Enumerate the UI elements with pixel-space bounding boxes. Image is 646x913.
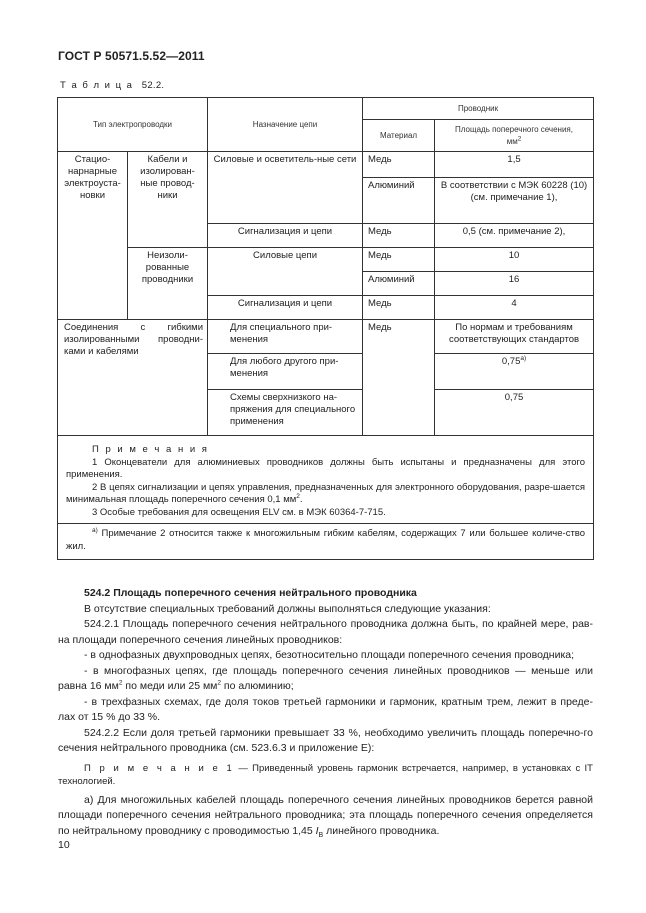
area-cell: По нормам и требованиям соответствующих стандартов xyxy=(435,320,594,354)
notes-title: П р и м е ч а н и я xyxy=(92,444,209,455)
area-cell: 16 xyxy=(435,272,594,296)
col-type-header: Тип электропроводки xyxy=(58,98,208,152)
row-signal-label: Сигнализация и цепи xyxy=(208,296,363,320)
current-subscript: B xyxy=(318,831,324,839)
footnote-text xyxy=(66,528,585,553)
paragraph: В отсутствие специальных требований должны выполняться следующие указания: xyxy=(84,602,491,615)
col-area-header xyxy=(435,120,594,152)
paragraph: - в трехфазных схемах, где доля токов третьей гармоники и гармоник, кратным трем, лежит в преде-лах от 15 % до 33 %. xyxy=(58,695,593,723)
table-footnote xyxy=(58,524,594,560)
table-notes xyxy=(58,436,594,524)
p4-text-a: - в многофазных цепях, где площадь поперечного сечения линейных проводников — меньше или равна 16 мм xyxy=(58,664,593,692)
note-text: — Приведенный уровень гармоник встречается, например, в установках с IT технологией. xyxy=(58,762,593,787)
row-elv-label: Схемы сверхнизкого на-пряжения для специального применения xyxy=(208,390,363,436)
sup-2: 2 xyxy=(118,679,123,687)
col-purpose-header: Назначение цепи xyxy=(208,98,363,152)
p4-text-b: по меди или 25 мм xyxy=(122,680,218,692)
row-power-label: Силовые и осветитель-ные сети xyxy=(208,152,363,224)
col-area-label: Площадь поперечного сечения, xyxy=(455,124,573,134)
area-cell: 4 xyxy=(435,296,594,320)
paragraph: 524.2.2 Если доля третьей гармоники превышает 33 %, необходимо увеличить площадь поперечно-го сечения нейтрального проводника (см. 523.6.3 и приложение Е): xyxy=(58,726,593,754)
area-cell: 0,75 xyxy=(435,390,594,436)
p4-text-c: по алюминию; xyxy=(221,680,294,692)
conductor-table xyxy=(57,97,594,560)
section-title: 524.2 Площадь поперечного сечения нейтрального проводника xyxy=(84,587,417,599)
area-cell xyxy=(435,354,594,390)
footnote-mark: а) xyxy=(92,526,98,534)
material-cell: Медь xyxy=(363,224,435,248)
material-cell: Медь xyxy=(363,320,435,436)
note-2-text: 2 В цепях сигнализации и цепях управления, предназначенных для электронного оборудования, разре-шается минимальная площадь поперечного сечения 0,1 мм xyxy=(66,481,586,505)
note-2-end: . xyxy=(299,494,303,505)
area-value: 0,75 xyxy=(501,356,521,367)
col-area-unit: мм xyxy=(506,136,518,146)
col-material-header: Материал xyxy=(363,120,435,152)
table-caption-label: Т а б л и ц а xyxy=(60,80,134,91)
material-cell: Медь xyxy=(363,248,435,272)
row-special-label: Для специального при-менения xyxy=(208,320,363,354)
page-number: 10 xyxy=(58,839,70,851)
note-3: 3 Особые требования для освещения ELV см. в МЭК 60364-7-715. xyxy=(92,506,386,518)
current-symbol: I xyxy=(315,824,319,837)
col-area-exp: 2 xyxy=(517,134,522,142)
table-caption xyxy=(60,80,164,91)
note-2 xyxy=(66,482,585,507)
row-signal-label: Сигнализация и цепи xyxy=(208,224,363,248)
material-cell: Алюминий xyxy=(363,178,435,224)
footnote-body: Примечание 2 относится также к многожильным гибким кабелям, содержащих 7 или большее количе-ство жил. xyxy=(66,528,586,552)
row-other-label: Для любого другого при-менения xyxy=(208,354,363,390)
row-stationary-label: Стацио-нарнарные электроуста-новки xyxy=(58,152,128,320)
note-label: П р и м е ч а н и е 1 xyxy=(84,762,234,774)
paragraph xyxy=(58,793,593,840)
material-cell: Медь xyxy=(363,152,435,178)
note-2-sup: 2 xyxy=(296,492,300,500)
row-flex-label: Соединения с гибкими изолированными проводни-ками и кабелями xyxy=(58,320,208,436)
area-cell: 10 xyxy=(435,248,594,272)
paragraph: - в однофазных двухпроводных цепях, безотносительно площади поперечного сечения проводника; xyxy=(84,649,575,661)
note-1: 1 Оконцеватели для алюминиевых проводников должны быть испытаны и предназначены для этого применения. xyxy=(66,456,586,480)
row-uninsulated-label: Неизоли-рованные проводники xyxy=(128,248,208,320)
body-text xyxy=(58,586,593,839)
area-cell: В соответствии с МЭК 60228 (10) (см. примечание 1), xyxy=(435,178,594,224)
footnote-ref: а) xyxy=(520,354,527,362)
paragraph: 524.2.1 Площадь поперечного сечения нейтрального проводника должна быть, по крайней мере, рав-на площади поперечного сечения линейных проводников: xyxy=(58,618,593,646)
p7-text-c: линейного проводника. xyxy=(323,824,440,837)
material-cell: Медь xyxy=(363,296,435,320)
document-header: ГОСТ Р 50571.5.52—2011 xyxy=(58,49,205,63)
note-paragraph xyxy=(58,762,593,788)
paragraph xyxy=(58,664,593,695)
table-caption-number: 52.2. xyxy=(141,80,165,91)
area-cell: 0,5 (см. примечание 2), xyxy=(435,224,594,248)
row-cables-label: Кабели и изолирован-ные провод-ники xyxy=(128,152,208,248)
material-cell: Алюминий xyxy=(363,272,435,296)
row-power2-label: Силовые цепи xyxy=(208,248,363,296)
sup-2: 2 xyxy=(217,679,222,687)
p7-text-a: а) Для многожильных кабелей площадь поперечного сечения линейных проводников берется равной площади поперечного сечения нейтрального проводника; эта площадь поперечного сечения определяется по нейтральному проводнику с проводимостью 1,45 xyxy=(58,793,593,837)
area-cell: 1,5 xyxy=(435,152,594,178)
col-conductor-header: Проводник xyxy=(363,98,594,120)
